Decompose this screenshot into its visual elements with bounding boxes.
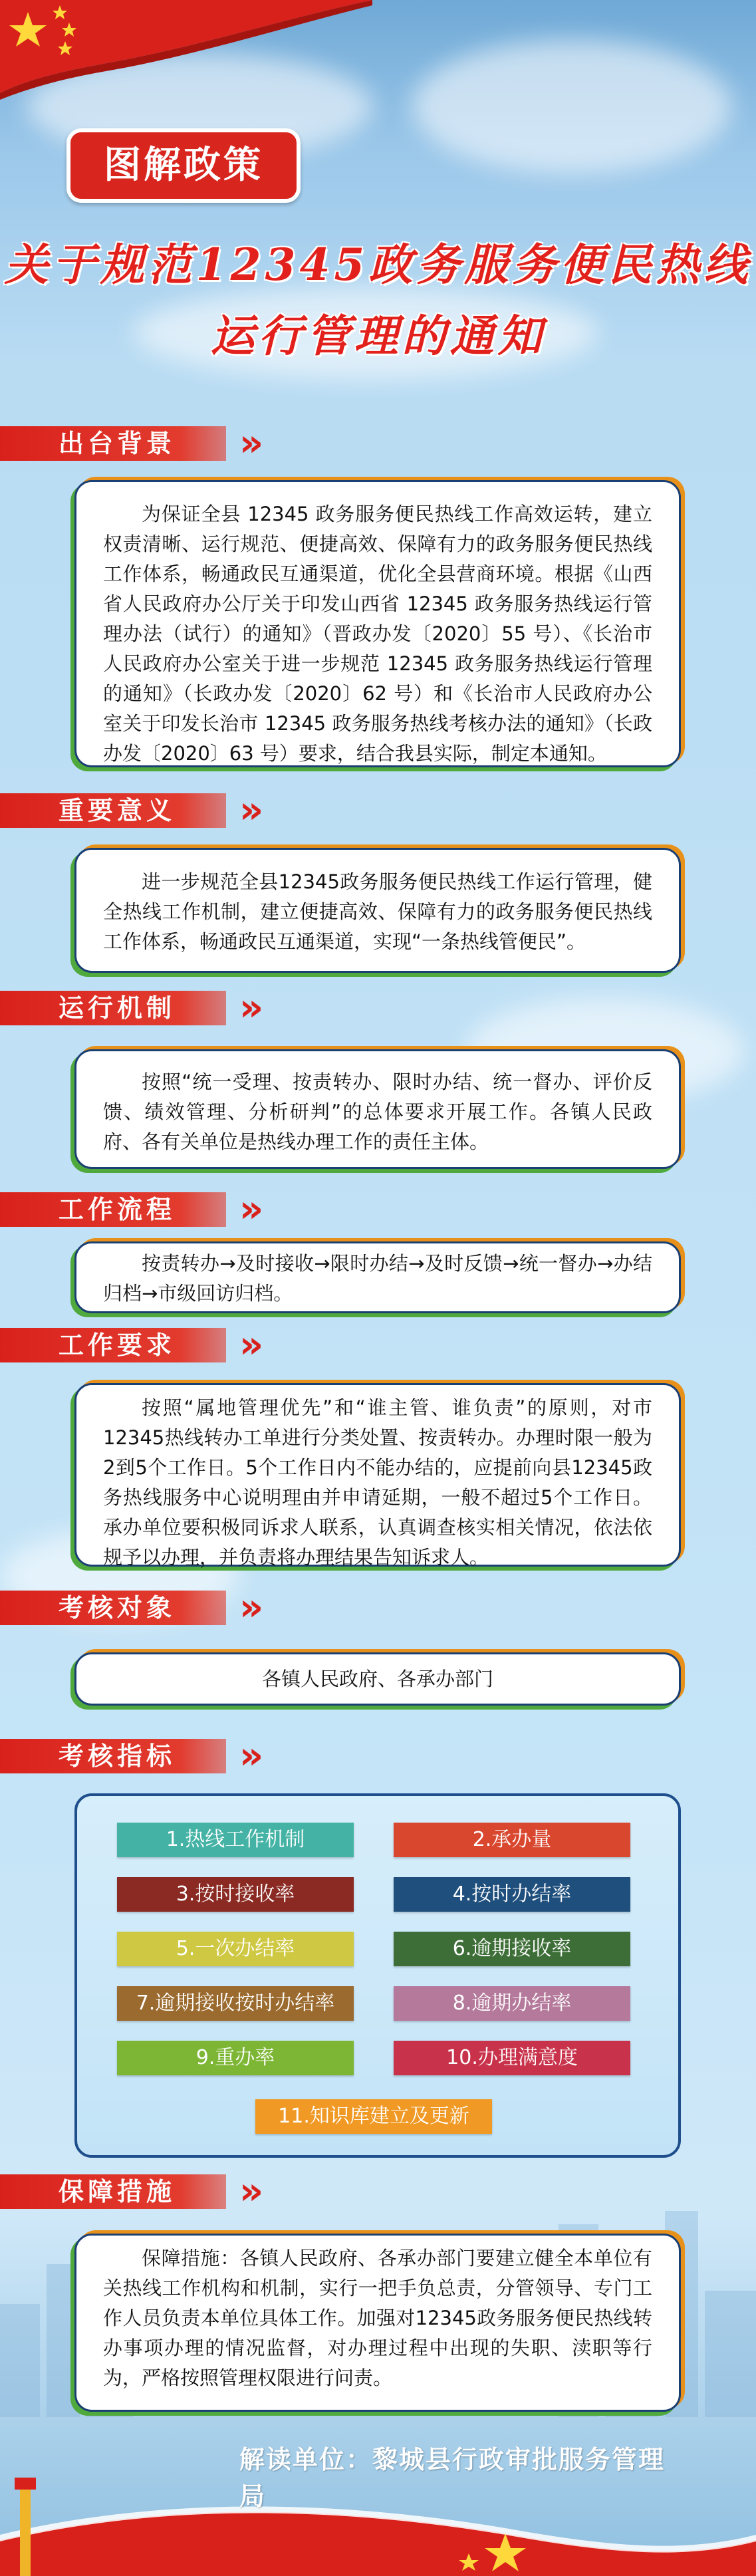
section-heading-requirements: [0, 1323, 279, 1366]
indicator-item: 8.逾期办结率: [394, 1986, 630, 2021]
chevron-right-icon: »: [239, 1188, 264, 1231]
indicator-item: 3.按时接收率: [117, 1877, 354, 1912]
mechanism-text: 按照“统一受理、按责转办、限时办结、统一督办、评价反馈、绩效管理、分析研判”的总体要求开展工作。各镇人民政府、各有关单位是热线办理工作的责任主体。: [103, 1071, 652, 1153]
section-heading-label: 保障措施: [0, 2174, 226, 2209]
indicator-item: 11.知识库建立及更新: [255, 2099, 492, 2134]
chevron-right-icon: »: [239, 2170, 264, 2213]
mechanism-text-box: [74, 1049, 681, 1169]
red-flag-decoration: [0, 0, 372, 100]
section-heading-background: [0, 422, 279, 465]
chevron-right-icon: »: [239, 1734, 264, 1777]
section-heading-label: 重要意义: [0, 793, 226, 828]
indicator-item: 1.热线工作机制: [117, 1823, 354, 1857]
section-heading-label: 工作要求: [0, 1328, 226, 1362]
targets-text: 各镇人民政府、各承办部门: [261, 1668, 493, 1690]
cloud-decoration: [412, 40, 731, 173]
section-heading-targets: [0, 1586, 279, 1629]
section-heading-significance: [0, 789, 279, 832]
safeguards-text-box: [74, 2234, 681, 2412]
section-heading-label: 工作流程: [0, 1192, 226, 1227]
indicator-item: 6.逾期接收率: [394, 1932, 630, 1966]
chevron-right-icon: »: [239, 1586, 264, 1629]
requirements-text: 按照“属地管理优先”和“谁主管、谁负责”的原则，对市12345热线转办工单进行分类处置、按责转办。办理时限一般为2到5个工作日。5个工作日内不能办结的，应提前向县12345政务热线服务中心说明理由并申请延期，一般不超过5个工作日。承办单位要积极同诉求人联系，认真调查核实相关情况，依法依规予以办理，并负责将办理结果告知诉求人。: [103, 1396, 652, 1569]
indicator-item: 9.重办率: [117, 2041, 354, 2075]
section-heading-label: 出台背景: [0, 426, 226, 461]
workflow-text: 按责转办→及时接收→限时办结→及时反馈→统一督办→办结归档→市级回访归档。: [103, 1252, 652, 1305]
significance-text: 进一步规范全县12345政务服务便民热线工作运行管理，健全热线工作机制，建立便捷高效、保障有力的政务服务便民热线工作体系，畅通政民互通渠道，实现“一条热线管便民”。: [103, 870, 652, 953]
background-text: 为保证全县 12345 政务服务便民热线工作高效运转，建立权责清晰、运行规范、便捷高效、保障有力的政务服务便民热线工作体系，畅通政民互通渠道，优化全县营商环境。根据《山西省人民政府办公厅关于印发山西省 12345 政务服务热线运行管理办法（试行）的通知》（晋政办发〔2020〕55 号）、《长治市人民政府办公室关于进一步规范 12345 政务服务热线运行管理的通知》（长政办发〔2020〕62 号）和《长治市人民政府办公室关于印发长治市 12345 政务服务热线考核办法的通知》（长政办发〔2020〕63 号）要求，结合我县实际，制定本通知。: [103, 503, 652, 765]
indicators-panel: [74, 1793, 681, 2158]
section-heading-label: 运行机制: [0, 991, 226, 1025]
chevron-right-icon: »: [239, 422, 264, 465]
indicator-item: 4.按时办结率: [394, 1877, 630, 1912]
section-heading-workflow: [0, 1188, 279, 1231]
chevron-right-icon: »: [239, 789, 264, 832]
page-title-line1: 关于规范12345政务服务便民热线: [4, 239, 752, 291]
chevron-right-icon: »: [239, 986, 264, 1029]
indicator-item: 7.逾期接收按时办结率: [117, 1986, 354, 2021]
targets-text-box: [74, 1652, 681, 1706]
background-text-box: [74, 480, 681, 767]
chevron-right-icon: »: [239, 1323, 264, 1366]
significance-text-box: [74, 848, 681, 973]
indicator-item: 5.一次办结率: [117, 1932, 354, 1966]
section-heading-safeguards: [0, 2170, 279, 2213]
indicator-item: 10.办理满意度: [394, 2041, 630, 2075]
requirements-text-box: [74, 1383, 681, 1567]
workflow-text-box: [74, 1241, 681, 1313]
section-heading-label: 考核对象: [0, 1591, 226, 1625]
section-heading-indicators: [0, 1734, 279, 1777]
safeguards-text: 保障措施：各镇人民政府、各承办部门要建立健全本单位有关热线工作机构和机制，实行一把手负总责，分管领导、专门工作人员负责本单位具体工作。加强对12345政务服务便民热线转办事项办理的情况监督，对办理过程中出现的失职、渎职等行为，严格按照管理权限进行问责。: [103, 2247, 652, 2389]
section-heading-label: 考核指标: [0, 1739, 226, 1773]
footer-unit-text: 解读单位：黎城县行政审批服务管理局: [239, 2445, 666, 2511]
indicator-item: 2.承办量: [394, 1823, 630, 1857]
page-badge: 图解政策: [66, 128, 301, 203]
section-heading-mechanism: [0, 986, 279, 1029]
page-title-line2: 运行管理的通知: [210, 310, 546, 362]
